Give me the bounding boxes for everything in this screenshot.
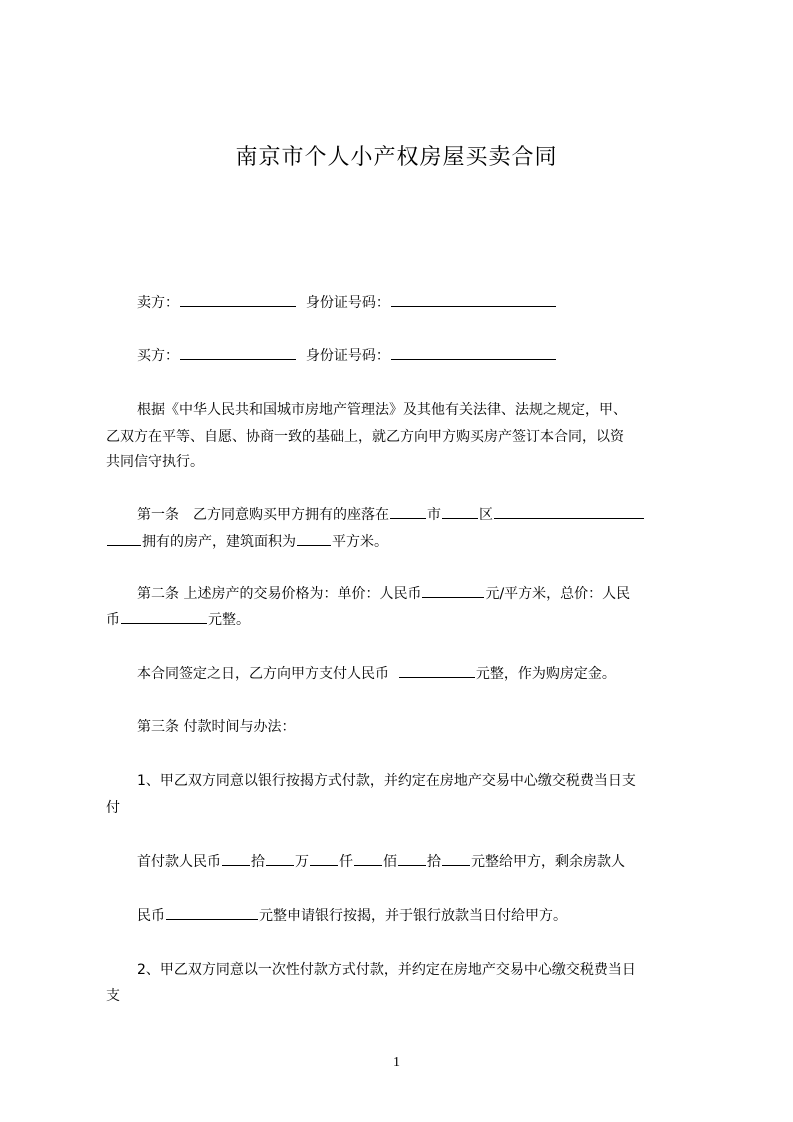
down-payment-text-2: 元整给甲方，剩余房款人 (471, 854, 625, 870)
intro-line-3: 共同信守执行。 (106, 454, 204, 470)
buyer-id-label: 身份证号码： (305, 348, 390, 364)
deposit-text-2: 元整，作为购房定金。 (475, 666, 616, 682)
article-2-line-1 (137, 583, 737, 604)
total-price-blank (121, 609, 207, 624)
district-label: 区 (479, 507, 493, 523)
payment-1-line-1: 1、甲乙双方同意以银行按揭方式付款，并约定在房地产交易中心缴交税费当日支 (137, 773, 636, 789)
loan-text: 民币 (137, 908, 165, 924)
seller-label: 卖方： (137, 295, 179, 311)
down-blank-3 (310, 851, 338, 866)
deposit-blank (399, 663, 475, 678)
intro-line-2: 乙双方在平等、自愿、协商一致的基础上，就乙方向甲方购买房产签订本合同，以资 (106, 429, 624, 445)
unit-bai: 佰 (383, 854, 397, 870)
seller-name-blank (180, 292, 296, 307)
deposit-text: 本合同签定之日，乙方向甲方支付人民币 (137, 666, 389, 682)
payment-1-line-2: 付 (106, 800, 120, 816)
unit-qian: 仟 (339, 854, 353, 870)
address-blank (494, 504, 644, 519)
unit-wan: 万 (295, 854, 309, 870)
address-blank-continued (107, 531, 141, 546)
page-number: 1 (393, 1055, 400, 1070)
article-2-text-2: 元/平方米，总价：人民 (485, 586, 631, 602)
loan-text-2: 元整申请银行按揭，并于银行放款当日付给甲方。 (259, 908, 567, 924)
article-1-line-1 (137, 504, 737, 525)
article-2-line-2 (106, 609, 706, 630)
payment-2-line-1: 2、甲乙双方同意以一次性付款方式付款，并约定在房地产交易中心缴交税费当日 (137, 962, 636, 978)
deposit-line (137, 663, 737, 684)
loan-blank (166, 905, 258, 920)
seller-id-label: 身份证号码： (305, 295, 390, 311)
article-1-line-2 (106, 531, 706, 552)
down-payment-line (137, 851, 737, 872)
unit-price-blank (422, 583, 484, 598)
loan-line (137, 905, 737, 926)
seller-line (137, 292, 737, 313)
article-2-text: 第二条 上述房产的交易价格为：单价：人民币 (137, 586, 422, 602)
payment-2-line-2: 支 (106, 988, 120, 1004)
down-payment-text: 首付款人民币 (137, 854, 221, 870)
article-3-heading: 第三条 付款时间与办法： (137, 719, 296, 735)
article-2-text-4: 元整。 (208, 612, 250, 628)
buyer-label: 买方： (137, 348, 179, 364)
down-blank-4 (354, 851, 382, 866)
article-1-area-text: 拥有的房产，建筑面积为 (142, 534, 296, 550)
area-unit: 平方米。 (332, 534, 388, 550)
down-blank-5 (398, 851, 426, 866)
area-blank (297, 531, 331, 546)
unit-shi-2: 拾 (427, 854, 441, 870)
city-label: 市 (427, 507, 441, 523)
down-blank-6 (442, 851, 470, 866)
unit-shi-1: 拾 (251, 854, 265, 870)
buyer-line (137, 345, 737, 366)
seller-id-blank (391, 292, 556, 307)
article-2-text-3: 币 (106, 612, 120, 628)
buyer-id-blank (391, 345, 556, 360)
article-1-text: 第一条 乙方同意购买甲方拥有的座落在 (137, 507, 389, 523)
intro-line-1: 根据《中华人民共和国城市房地产管理法》及其他有关法律、法规之规定，甲、 (137, 402, 627, 418)
down-blank-2 (266, 851, 294, 866)
buyer-name-blank (180, 345, 296, 360)
down-blank-1 (222, 851, 250, 866)
city-blank (390, 504, 426, 519)
contract-title: 南京市个人小产权房屋买卖合同 (235, 145, 558, 170)
district-blank (442, 504, 478, 519)
